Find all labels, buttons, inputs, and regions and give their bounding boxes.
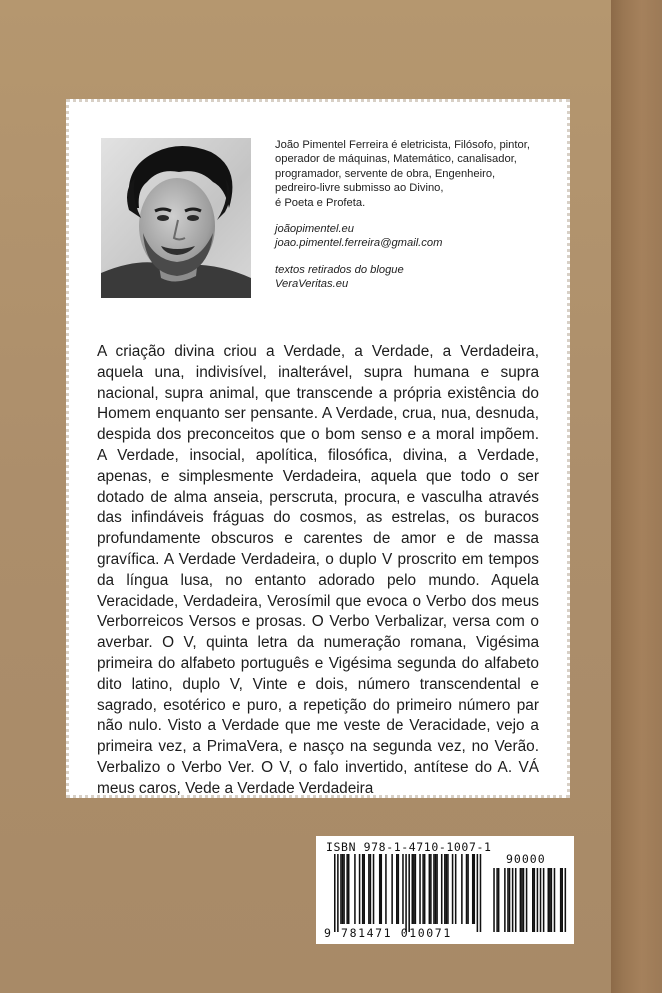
- addon-bar: [496, 868, 498, 932]
- barcode-bar: [354, 854, 356, 924]
- addon-bar: [534, 868, 536, 932]
- barcode-bar: [405, 854, 407, 932]
- book-spine: [611, 0, 662, 993]
- author-portrait-icon: [101, 138, 251, 298]
- barcode-bar: [373, 854, 375, 924]
- barcode-bar: [433, 854, 435, 924]
- addon-bar: [561, 868, 563, 932]
- isbn-barcode: [316, 836, 574, 944]
- author-email: joao.pimentel.ferreira@gmail.com: [275, 237, 443, 250]
- barcode-bar: [461, 854, 463, 924]
- addon-bar: [560, 868, 562, 932]
- addon-bar: [526, 868, 528, 932]
- barcode-bar: [436, 854, 438, 924]
- addon-bar: [565, 868, 567, 932]
- barcode-bar: [391, 854, 393, 924]
- addon-bar: [551, 868, 553, 932]
- addon-bar: [537, 868, 539, 932]
- barcode-bar: [419, 854, 421, 924]
- barcode-bar: [370, 854, 372, 924]
- barcode-bar: [408, 854, 410, 932]
- barcode-bar: [480, 854, 482, 932]
- back-cover-text: A criação divina criou a Verdade, a Verdade, a Verdadeira, aquela una, indivisível, inalterável, supra humana e supra nacional, supra animal, que transcende a própria existência do Homem enquanto ser pensante. A Verdade, crua, nua, desnuda, despida dos preconceitos que o bom senso e a moral impõem. A Verdade, insocial, apolítica, filosófica, divina, a Verdade, apenas, e simplesmente Verdadeira, aquela que todo o ser dotado de alma anseia, perscruta, procura, e vasculha através das infindáveis fráguas do cosmos, as estrelas, os buracos profundamente obscuros e carentes de amor e de massa gravífica. A Verdade Verdadeira, o duplo V proscrito em tempos da língua lusa, no entanto adorado pelo mundo. Aquela Veracidade, Verdadeira, Verosímil que evoca o Verbo dos meus Verborreicos Versos e prosas. O Verbo Verbalizar, versa com o averbar. O V, quinta letra da numeração romana, Vigésima primeira do alfabeto português e Vigésima segunda do alfabeto dito latino, duplo V, Vinte e dois, número transcendental e sagrado, esotérico e puro, a repetição do primeiro número par não nulo. Visto a Verdade que me veste de Veracidade, vejo a primeira vez, a PrimaVera, e nasço na segunda vez, no Verão. Verbalizo o Verbo Ver. O V, o falo invertido, antítese do A. VÁ meus caros, Vede a Verdade Verdadeira: [97, 343, 539, 797]
- addon-bar: [509, 868, 511, 932]
- isbn-label: ISBN 978-1-4710-1007-1: [326, 840, 492, 854]
- barcode-bar: [402, 854, 404, 924]
- barcode-bar: [467, 854, 469, 924]
- barcode-bar: [424, 854, 426, 924]
- barcode-bar: [343, 854, 345, 924]
- barcode-bar: [466, 854, 468, 924]
- author-website: joãopimentel.eu: [275, 223, 354, 236]
- ean-number: 9 781471 010071: [324, 926, 452, 940]
- addon-bar: [504, 868, 506, 932]
- barcode-bar: [430, 854, 432, 924]
- text-panel: [66, 99, 570, 798]
- barcode-bar: [363, 854, 365, 924]
- addon-bar: [548, 868, 550, 932]
- addon-bar: [512, 868, 514, 932]
- barcode-bar: [346, 854, 348, 924]
- barcode-bar: [385, 854, 387, 924]
- barcode-bar: [422, 854, 424, 924]
- addon-bar: [554, 868, 556, 932]
- barcode-bar: [415, 854, 417, 924]
- barcode-bar: [455, 854, 457, 924]
- source-note: textos retirados do blogue: [275, 263, 404, 276]
- bio-line: João Pimentel Ferreira é eletricista, Filósofo, pintor,: [275, 139, 530, 151]
- barcode-bar: [348, 854, 350, 924]
- addon-bar: [532, 868, 534, 932]
- barcode-bar: [444, 854, 446, 924]
- barcode-bar: [477, 854, 479, 932]
- barcode-bar: [474, 854, 476, 924]
- addon-number: 90000: [506, 852, 546, 866]
- barcode-bar: [340, 854, 342, 924]
- barcode-bar: [412, 854, 414, 924]
- barcode-bar: [381, 854, 383, 924]
- bio-line: operador de máquinas, Matemático, canalisador,: [275, 153, 517, 166]
- barcode-bar: [398, 854, 400, 924]
- barcode-bar: [446, 854, 448, 924]
- barcode-bar: [359, 854, 361, 924]
- addon-bar: [543, 868, 545, 932]
- barcode-bar: [435, 854, 437, 924]
- addon-bar: [498, 868, 500, 932]
- barcode-bar: [362, 854, 364, 924]
- barcode-bar: [413, 854, 415, 924]
- addon-bar: [549, 868, 551, 932]
- addon-bar: [521, 868, 523, 932]
- bio-line: programador, servente de obra, Engenheiro,: [275, 167, 496, 180]
- barcode-bar: [368, 854, 370, 924]
- author-photo: [101, 138, 251, 298]
- barcode-bar: [441, 854, 443, 924]
- barcode-bar: [452, 854, 454, 924]
- barcode-bar: [472, 854, 474, 924]
- addon-bar: [520, 868, 522, 932]
- bio-line: pedreiro-livre submisso ao Divino,: [275, 182, 444, 195]
- addon-bar: [507, 868, 509, 932]
- barcode-bar: [337, 854, 339, 932]
- barcode-bar: [334, 854, 336, 932]
- bio-line: é Poeta e Profeta.: [275, 196, 366, 209]
- barcode-bar: [447, 854, 449, 924]
- barcode-bar: [342, 854, 344, 924]
- author-bio: [275, 138, 535, 292]
- addon-bar: [540, 868, 542, 932]
- addon-bar: [493, 868, 495, 932]
- barcode-bar: [429, 854, 431, 924]
- barcode-bar: [396, 854, 398, 924]
- addon-bar: [515, 868, 517, 932]
- addon-bar: [523, 868, 525, 932]
- barcode-bar: [379, 854, 381, 924]
- source-blog: VeraVeritas.eu: [275, 278, 349, 291]
